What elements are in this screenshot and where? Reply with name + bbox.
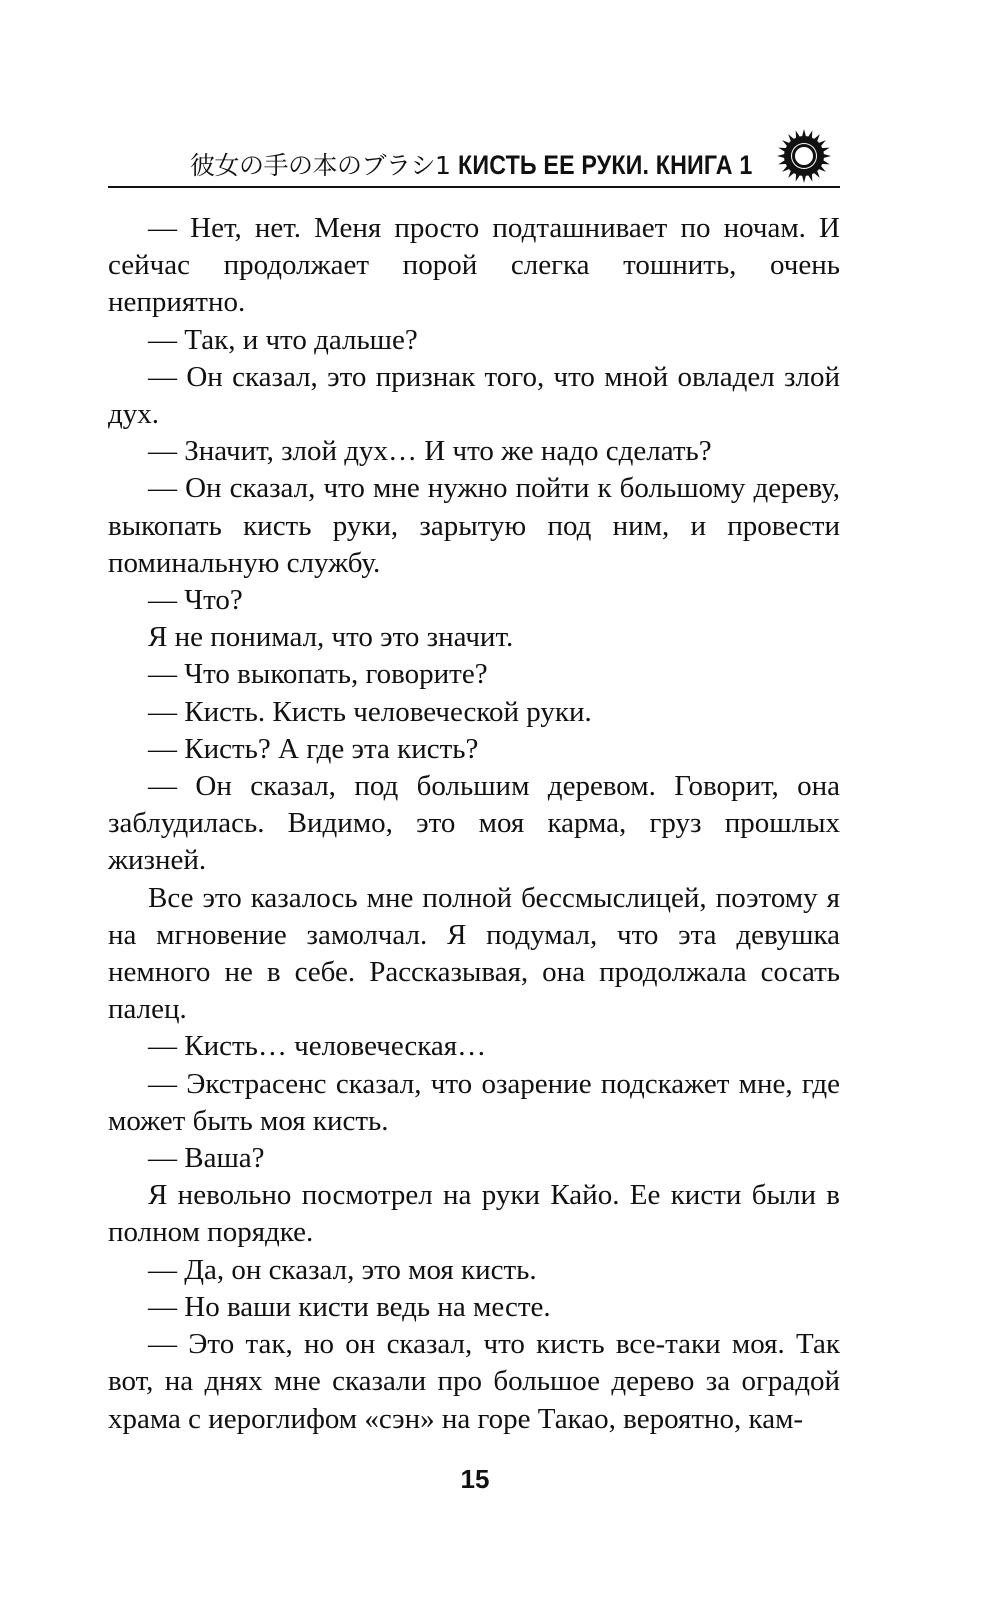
paragraph: — Значит, злой дух… И что же надо сделать? <box>148 435 712 468</box>
header-rule <box>108 186 840 188</box>
paragraph: — Он сказал, под большим деревом. Говорит, она заблудилась. Видимо, это моя карма, груз прошлых жизней. <box>108 770 840 877</box>
paragraph: — Он сказал, это признак того, что мной овладел злой дух. <box>108 360 840 431</box>
emblem-ray <box>823 154 831 158</box>
paragraph: Все это казалось мне полной бессмыслицей, поэтому я на мгновение замолчал. Я подумал, что эта девушка немного не в себе. Рассказывая, она продолжала сосать палец. <box>108 881 840 1026</box>
paragraph: — Да, он сказал, это моя кисть. <box>148 1253 537 1286</box>
emblem-ray <box>802 175 806 183</box>
running-title <box>190 152 801 179</box>
paragraph: — Это так, но он сказал, что кисть все-таки моя. Так вот, на днях мне сказали про большое дерево за оградой храма с иероглифом «сэн» на горе Такао, вероятно, кам- <box>108 1328 840 1435</box>
sun-circle-icon <box>776 128 832 184</box>
paragraph: — Что? <box>148 584 243 617</box>
page-number: 15 <box>460 1464 490 1494</box>
paragraph: — Кисть. Кисть человеческой руки. <box>148 695 592 728</box>
emblem-ray <box>777 154 785 158</box>
paragraph: — Экстрасенс сказал, что озарение подскажет мне, где может быть моя кисть. <box>108 1067 840 1137</box>
paragraph: — Так, и что дальше? <box>148 323 418 356</box>
paragraph: — Кисть… человеческая… <box>148 1030 487 1063</box>
running-title-japanese: 彼女の手の本のブラシ1 <box>190 151 451 180</box>
paragraph: Я невольно посмотрел на руки Кайо. Ее кисти были в полном порядке. <box>108 1179 840 1249</box>
paragraph: — Кисть? А где эта кисть? <box>148 732 479 765</box>
paragraph: — Ваша? <box>148 1142 265 1175</box>
paragraph: — Он сказал, что мне нужно пойти к большому дереву, выкопать кисть руки, зарытую под ним, и провести поминальную службу. <box>108 472 840 579</box>
running-title-russian: КИСТЬ ЕЕ РУКИ. КНИГА 1 <box>458 150 753 180</box>
paragraph: Я не понимал, что это значит. <box>148 621 514 654</box>
running-header <box>108 128 840 188</box>
body-text <box>108 210 840 1438</box>
paragraph: — Нет, нет. Меня просто подташнивает по ночам. И сейчас продолжает порой слегка тошнить, очень неприятно. <box>108 212 840 319</box>
paragraph: — Что выкопать, говорите? <box>148 658 488 691</box>
paragraph: — Но ваши кисти ведь на месте. <box>148 1290 551 1323</box>
emblem-ray <box>802 129 806 137</box>
